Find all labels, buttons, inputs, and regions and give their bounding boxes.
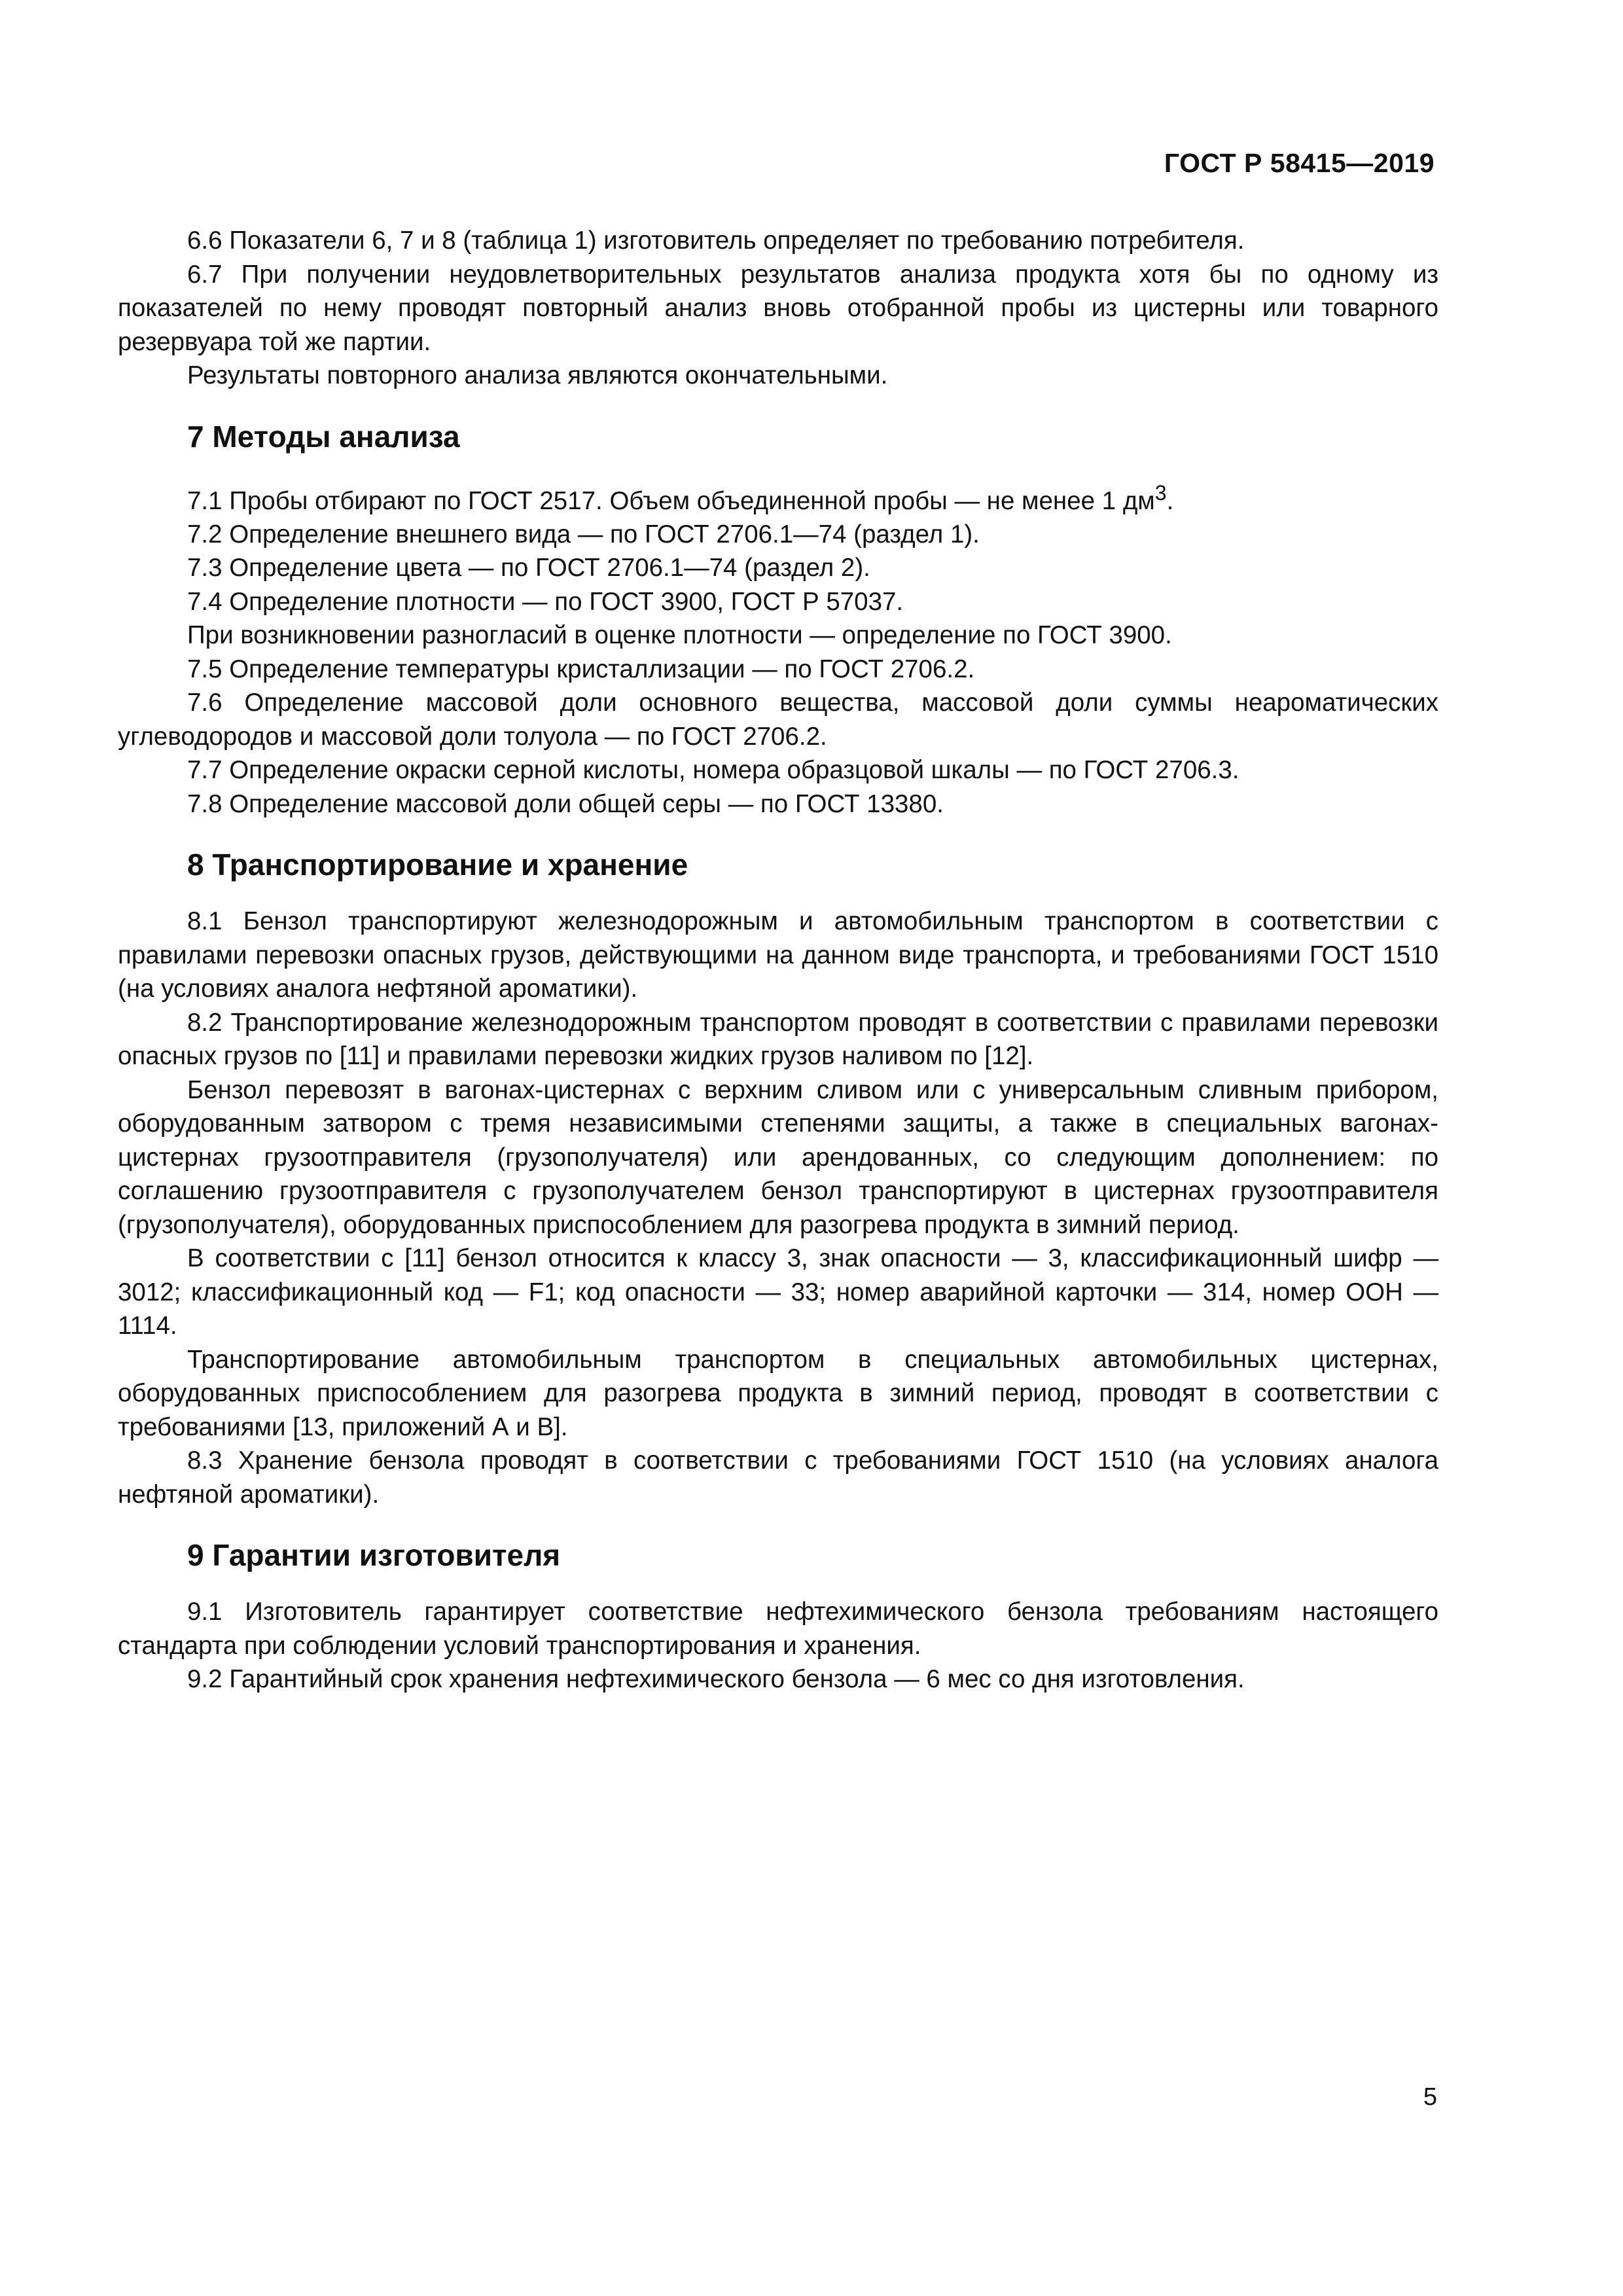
paragraph-6-7: 6.7 При получении неудовлетворительных результатов анализа продукта хотя бы по одному из показателей по нему проводят повторный анализ вновь отобранной пробы из цистерны или товарного резервуара той же партии. [118,260,1438,356]
paragraph-8-2: 8.2 Транспортирование железнодорожным транспортом проводят в соответствии с правилами перевозки опасных грузов по [11] и правилами перевозки жидких грузов наливом по [12]. [118,1008,1438,1071]
paragraph-6-6: 6.6 Показатели 6, 7 и 8 (таблица 1) изготовитель определяет по требованию потребителя. [187,226,1245,255]
paragraph-8-2-wagons: Бензол перевозят в вагонах-цистернах с верхним сливом или с универсальным сливным прибором, оборудованным затвором с тремя независимыми степенями защиты, а также в специальных вагонах-цистернах грузоотправителя (грузополучателя) или арендованных, со следующим дополнением: по соглашению грузоотправителя с грузополучателем бензол транспортируют в цистернах грузоотправителя (грузополучателя), оборудованных приспособлением для разогрева продукта в зимний период. [118,1075,1438,1239]
paragraph-7-6: 7.6 Определение массовой доли основного вещества, массовой доли суммы неароматических углеводородов и массовой доли толуола — по ГОСТ 2706.2. [118,689,1438,751]
paragraph-6-7-result: Результаты повторного анализа являются окончательными. [187,361,888,389]
paragraph-7-1-end: . [1166,486,1174,515]
paragraph-7-7: 7.7 Определение окраски серной кислоты, номера образцовой шкалы — по ГОСТ 2706.3. [187,756,1240,785]
paragraph-7-5: 7.5 Определение температуры кристаллизации — по ГОСТ 2706.2. [187,655,975,683]
paragraph-7-2: 7.2 Определение внешнего вида — по ГОСТ 2706.1—74 (раздел 1). [187,520,980,548]
paragraph-8-3: 8.3 Хранение бензола проводят в соответствии с требованиями ГОСТ 1510 (на условиях аналога нефтяной ароматики). [118,1446,1438,1509]
page-content [118,224,1438,1696]
page-number: 5 [1423,2083,1437,2111]
paragraph-7-4: 7.4 Определение плотности — по ГОСТ 3900, ГОСТ Р 57037. [187,587,904,616]
section-9-heading: 9 Гарантии изготовителя [187,1538,561,1573]
paragraph-7-1-text: 7.1 Пробы отбирают по ГОСТ 2517. Объем объединенной пробы — не менее 1 дм [187,486,1155,515]
paragraph-7-1 [118,476,1438,518]
paragraph-8-1: 8.1 Бензол транспортируют железнодорожным и автомобильным транспортом в соответствии с правилами перевозки опасных грузов, действующими на данном виде транспорта, и требованиями ГОСТ 1510 (на условиях аналога нефтяной ароматики). [118,907,1438,1003]
paragraph-9-2: 9.2 Гарантийный срок хранения нефтехимического бензола — 6 мес со дня изготовления. [187,1665,1245,1694]
paragraph-9-1: 9.1 Изготовитель гарантирует соответствие нефтехимического бензола требованиям настоящего стандарта при соблюдении условий транспортирования и хранения. [118,1598,1438,1660]
paragraph-8-2-road-transport: Транспортирование автомобильным транспортом в специальных автомобильных цистернах, оборудованных приспособлением для разогрева продукта в зимний период, проводят в соответствии с требованиями [13, приложений А и В]. [118,1345,1438,1441]
cubic-superscript: 3 [1154,480,1167,505]
paragraph-7-3: 7.3 Определение цвета — по ГОСТ 2706.1—74 (раздел 2). [187,554,870,583]
document-id-header: ГОСТ Р 58415—2019 [1164,148,1435,178]
section-7-heading: 7 Методы анализа [187,419,460,454]
paragraph-7-8: 7.8 Определение массовой доли общей серы — по ГОСТ 13380. [187,789,944,818]
paragraph-7-4-note: При возникновении разногласий в оценке плотности — определение по ГОСТ 3900. [187,621,1172,650]
section-8-heading: 8 Транспортирование и хранение [187,848,688,882]
paragraph-8-2-classification: В соответствии с [11] бензол относится к классу 3, знак опасности — 3, классификационный шифр — 3012; классификационный код — F1; код опасности — 33; номер аварийной карточки — 314, номер ООН — 1114. [118,1244,1438,1340]
